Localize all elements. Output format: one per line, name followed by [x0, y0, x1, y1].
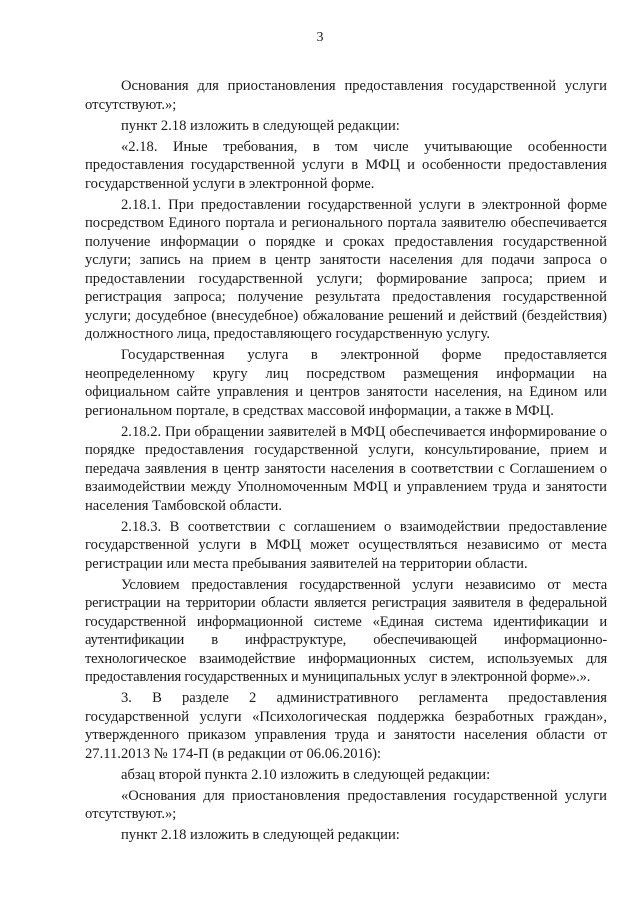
- paragraph-clause-2-18-intro: пункт 2.18 изложить в следующей редакции:: [121, 117, 400, 134]
- document-body: [85, 77, 607, 847]
- paragraph-2-18-1: 2.18.1. При предоставлении государственной услуги в электронной форме посредством Единого портала и регионального портала заявителю обеспечивается получение информации о порядке и сроках предоставления государственной услуги; запись на прием в центр занятости населения для подачи запроса о предоставлении государственной услуги; формирование запроса; прием и регистрация запроса; получение результата предоставления государственной услуги; досудебное (внесудебное) обжалование решений и действий (бездействия) должностного лица, предоставляющего государственную услугу.: [85, 196, 607, 342]
- paragraph-clause-2-10: абзац второй пункта 2.10 изложить в следующей редакции:: [121, 766, 491, 783]
- paragraph-registration-condition: Условием предоставления государственной услуги независимо от места регистрации на территории области является регистрация заявителя в федеральной государственной информационной системе «Единая система идентификации и аутентификации в инфраструктуре, обеспечивающей информационно-технологическое взаимодействие информационных систем, используемых для предоставления государственных и муниципальных услуг в электронной форме».».: [85, 576, 607, 685]
- paragraph-2-18-other-requirements: «2.18. Иные требования, в том числе учитывающие особенности предоставления государственной услуги в МФЦ и особенности предоставления государственной услуги в электронной форме.: [85, 138, 607, 192]
- paragraph-2-18-2: 2.18.2. При обращении заявителей в МФЦ обеспечивается информирование о порядке предоставления государственной услуги, консультирование, прием и передача заявления в центр занятости населения в соответствии с Соглашением о взаимодействии между Уполномоченным МФЦ и управлением труда и занятости населения Тамбовской области.: [85, 423, 607, 514]
- paragraph-clause-2-18-closing: пункт 2.18 изложить в следующей редакции:: [121, 827, 400, 843]
- paragraph-electronic-form: Государственная услуга в электронной форме предоставляется неопределенному кругу лиц посредством размещения информации на официальном сайте управления и центров занятости населения, на Едином или региональном портале, в средствах массовой информации, а также в МФЦ.: [85, 347, 607, 419]
- page-number: 3: [316, 30, 324, 45]
- paragraph-suspension-grounds: Основания для приостановления предоставления государственной услуги отсутствуют.»;: [85, 78, 607, 113]
- paragraph-section-3: 3. В разделе 2 административного регламента предоставления государственной услуги «Психологическая поддержка безработных граждан», утвержденного приказом управления труда и занятости населения области от 27.11.2013 № 174-П (в редакции от 06.06.2016):: [85, 690, 607, 762]
- paragraph-suspension-grounds-quote: «Основания для приостановления предоставления государственной услуги отсутствуют.»;: [85, 787, 607, 822]
- paragraph-2-18-3: 2.18.3. В соответствии с соглашением о взаимодействии предоставление государственной услуги в МФЦ может осуществляться независимо от места регистрации или места пребывания заявителей на территории области.: [85, 518, 607, 572]
